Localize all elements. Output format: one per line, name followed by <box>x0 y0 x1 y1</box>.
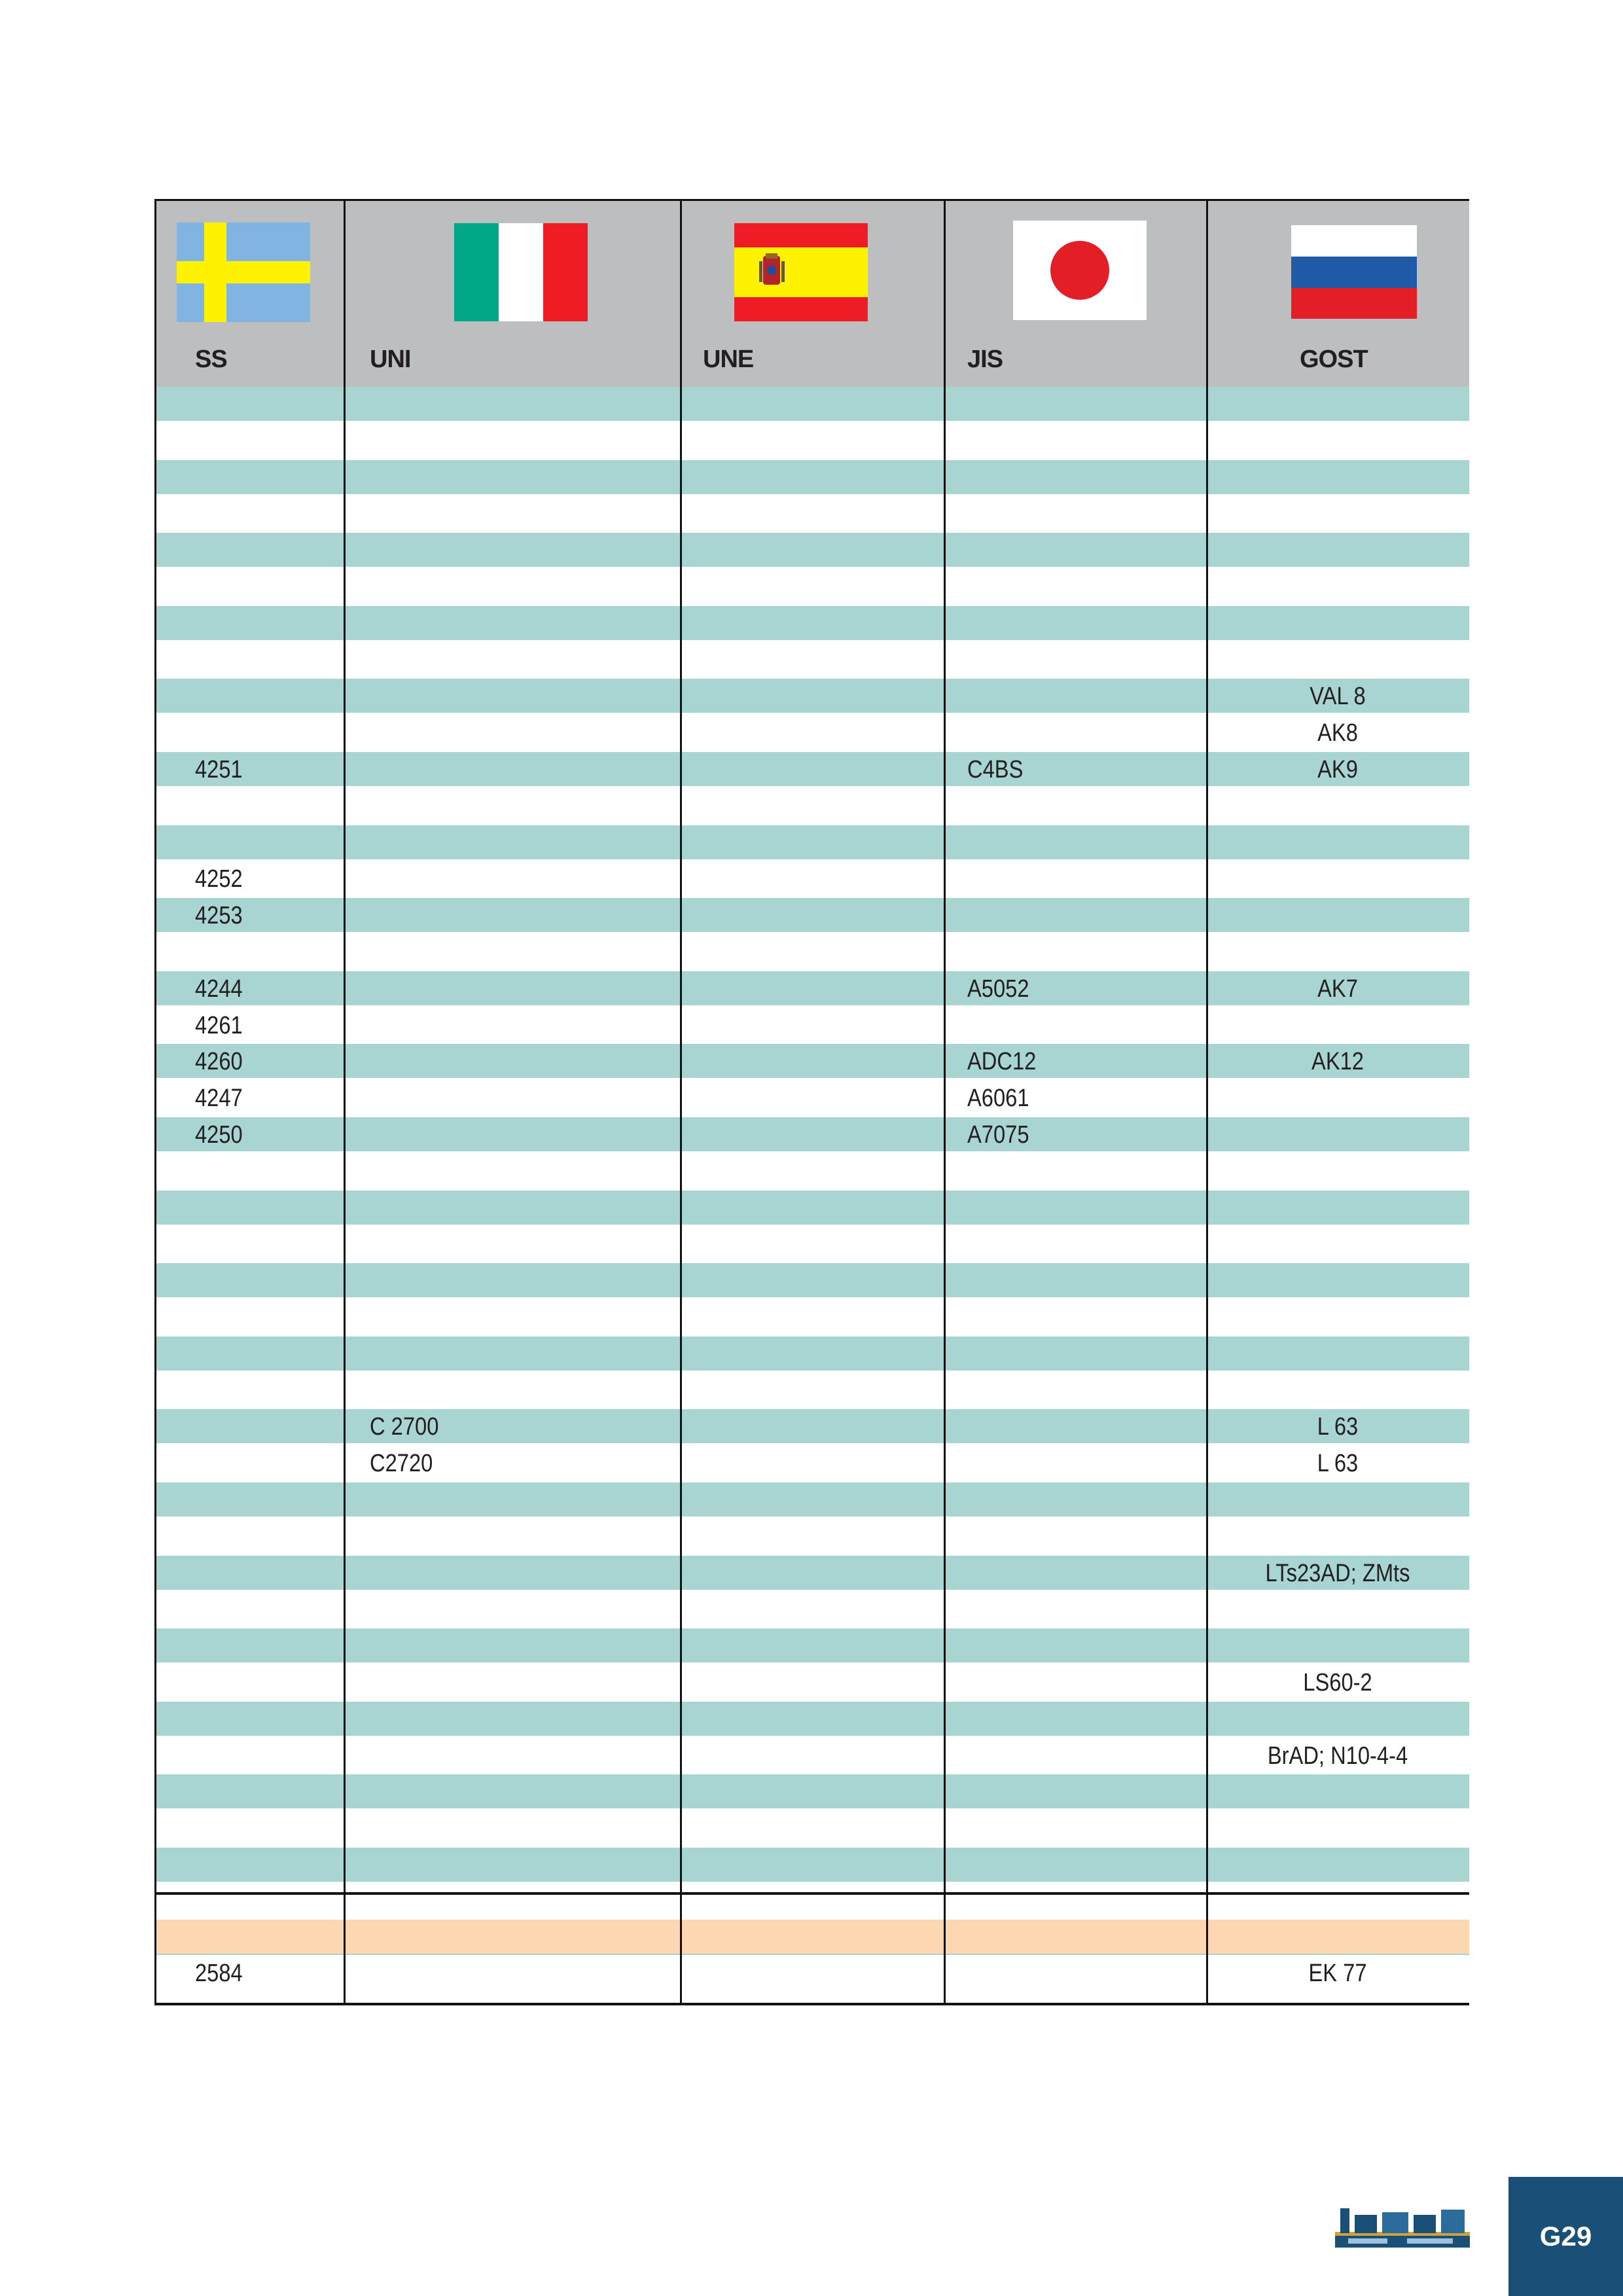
header-cell-ss <box>154 200 344 387</box>
table-border-top <box>154 199 1469 201</box>
table-row <box>154 1081 1469 1115</box>
table-border-bottom <box>154 2003 1469 2005</box>
table-row <box>154 606 1469 640</box>
cell-gost: EK 77 <box>1308 1960 1367 1987</box>
header-cell-uni <box>344 200 680 387</box>
table-row <box>154 533 1469 567</box>
table-row <box>154 1774 1469 1808</box>
table-row <box>154 1227 1469 1261</box>
header-cell-gost <box>1206 200 1469 387</box>
column-code-une: UNE <box>703 346 754 373</box>
table-row <box>154 1665 1469 1699</box>
cell-gost: AK8 <box>1317 719 1358 747</box>
column-code-ss: SS <box>195 346 227 373</box>
sweden-flag-icon <box>177 223 310 322</box>
header-cell-une <box>680 200 944 387</box>
header-cell-jis <box>944 200 1206 387</box>
page-number-badge: G29 <box>1508 2177 1623 2296</box>
table-row <box>154 971 1469 1005</box>
table-row <box>154 1154 1469 1188</box>
table-header <box>154 200 1469 387</box>
cell-gost: L 63 <box>1317 1413 1359 1441</box>
cell-gost: AK9 <box>1317 756 1358 783</box>
table-row <box>154 1117 1469 1151</box>
cell-jis: A5052 <box>967 975 1029 1003</box>
table-row <box>154 1920 1469 1954</box>
cell-ss: 4253 <box>195 902 243 929</box>
spain-flag-icon <box>734 223 868 321</box>
table-row <box>154 1519 1469 1553</box>
cell-jis: ADC12 <box>967 1048 1037 1075</box>
table-row <box>154 1044 1469 1078</box>
column-divider <box>344 200 346 2005</box>
cell-ss: 4251 <box>195 756 243 783</box>
company-logo-icon <box>1335 2203 1470 2251</box>
table-row <box>154 1556 1469 1590</box>
table-border-left <box>154 200 156 2005</box>
table-row <box>154 1336 1469 1371</box>
cell-gost: LTs23AD; ZMts <box>1265 1560 1410 1587</box>
table-row <box>154 460 1469 494</box>
cell-jis: A7075 <box>967 1121 1029 1149</box>
cell-ss: 4252 <box>195 865 243 893</box>
column-code-gost: GOST <box>1300 346 1368 373</box>
table-body <box>154 387 1469 2005</box>
cell-ss: 4260 <box>195 1048 243 1075</box>
table-row <box>154 496 1469 530</box>
russia-flag-icon <box>1291 225 1417 319</box>
column-code-uni: UNI <box>370 346 411 373</box>
cell-ss: 4261 <box>195 1012 243 1039</box>
table-row <box>154 935 1469 969</box>
cell-gost: AK12 <box>1311 1048 1364 1075</box>
table-row <box>154 1409 1469 1443</box>
table-row <box>154 1191 1469 1225</box>
table-row <box>154 387 1469 421</box>
cell-uni: C2720 <box>370 1450 433 1477</box>
table-row <box>154 643 1469 677</box>
cell-ss: 4244 <box>195 975 243 1003</box>
table-row <box>154 1008 1469 1042</box>
cell-ss: 2584 <box>195 1960 243 1987</box>
cell-jis: A6061 <box>967 1085 1029 1112</box>
column-divider <box>944 200 946 2005</box>
section-divider <box>154 1892 1469 1895</box>
cell-gost: L 63 <box>1317 1450 1359 1477</box>
cell-uni: C 2700 <box>370 1413 439 1441</box>
table-row <box>154 423 1469 457</box>
table-row <box>154 1702 1469 1736</box>
table-row <box>154 1482 1469 1516</box>
column-divider <box>1206 200 1208 2005</box>
column-divider <box>680 200 682 2005</box>
table-row <box>154 1628 1469 1662</box>
table-row <box>154 1373 1469 1407</box>
table-row <box>154 715 1469 749</box>
cell-gost: VAL 8 <box>1310 683 1366 710</box>
table-row <box>154 898 1469 932</box>
table-row <box>154 1300 1469 1334</box>
cell-jis: C4BS <box>967 756 1024 783</box>
italy-flag-icon <box>454 223 588 321</box>
column-code-jis: JIS <box>967 346 1003 373</box>
cell-gost: LS60-2 <box>1303 1669 1372 1696</box>
table-row <box>154 1446 1469 1480</box>
table-row <box>154 1738 1469 1772</box>
table-row <box>154 679 1469 713</box>
table-row <box>154 1263 1469 1297</box>
table-row <box>154 1848 1469 1882</box>
table-row <box>154 1811 1469 1845</box>
japan-flag-icon <box>1013 221 1147 320</box>
cell-gost: AK7 <box>1317 975 1358 1003</box>
table-row <box>154 825 1469 859</box>
table-row <box>154 789 1469 823</box>
table-row <box>154 752 1469 786</box>
table-row <box>154 861 1469 895</box>
table-row <box>154 1592 1469 1626</box>
cell-gost: BrAD; N10-4-4 <box>1267 1742 1408 1770</box>
cell-ss: 4247 <box>195 1085 243 1112</box>
table-row <box>154 569 1469 603</box>
table-row <box>154 1956 1469 1990</box>
cell-ss: 4250 <box>195 1121 243 1149</box>
